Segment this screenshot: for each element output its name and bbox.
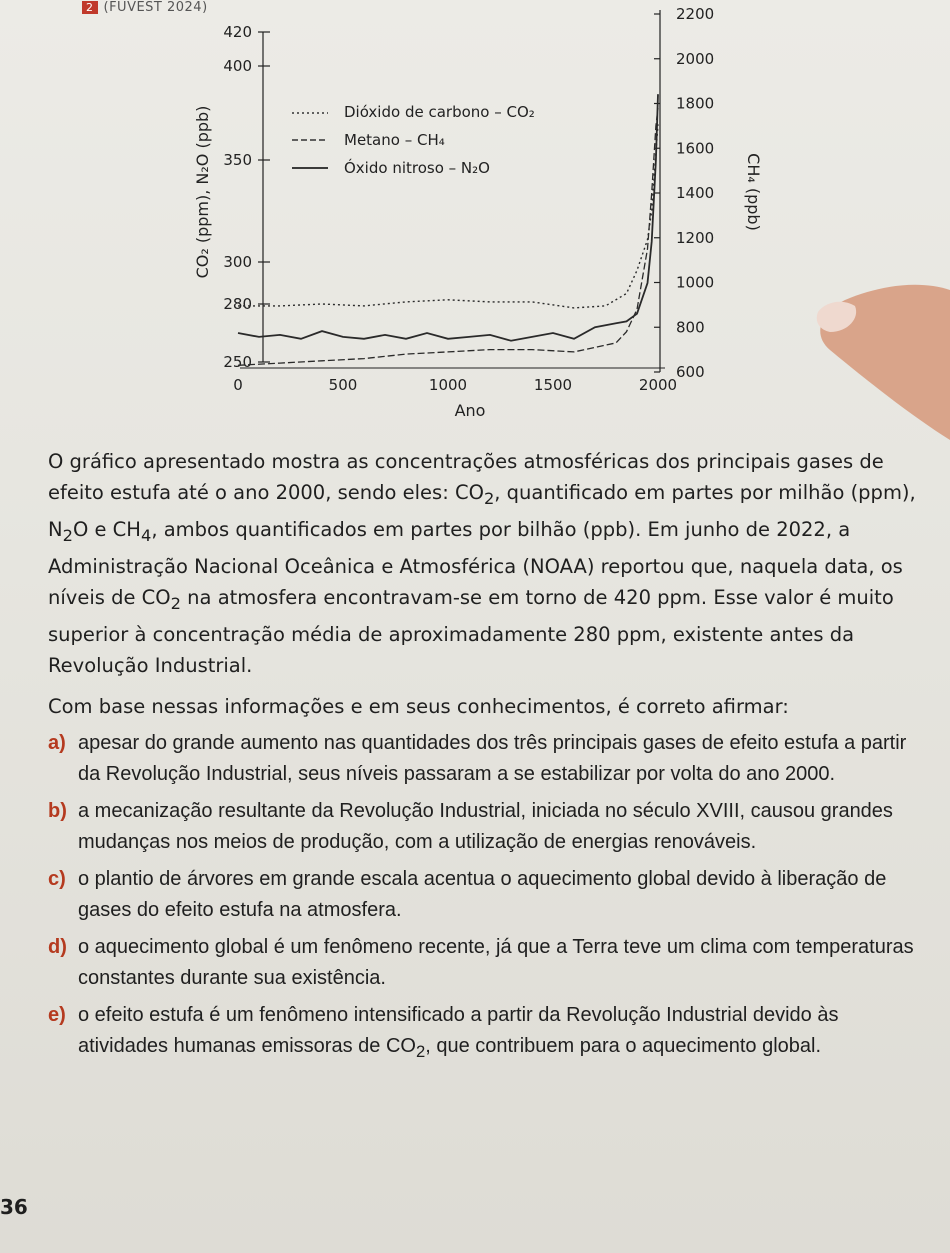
- option-b[interactable]: [48, 796, 928, 858]
- legend-label-ch4: Metano – CH₄: [344, 131, 445, 149]
- right-tick-label: 1400: [676, 184, 715, 202]
- option-text: a mecanização resultante da Revolução Industrial, iniciada no século XVIII, causou grandes mudanças nos meios de produção, com a utilização de energias renováveis.: [78, 799, 893, 853]
- option-letter: d): [48, 935, 67, 958]
- x-tick-label: 2000: [638, 376, 678, 394]
- intro-paragraph: O gráfico apresentado mostra as concentrações atmosféricas dos principais gases de efeito estufa até o ano 2000, sendo eles: $CO_2$, quantificado em partes por milhão (ppm), $N_2O$ e $CH_4$, ambos quantificados em partes por bilhão (ppb). Em junho de 2022, a Administração Nacional Oceânica e Atmosférica (NOAA) reportou que, naquela data, os níveis de $CO_2$ na atmosfera encontravam-se em torno de 420 ppm. Esse valor é muito superior à concentração média de aproximadamente 280 ppm, existente antes da Revolução Industrial.: [48, 450, 916, 677]
- left-tick-label: 250: [223, 353, 252, 371]
- option-letter: a): [48, 731, 66, 754]
- option-c[interactable]: [48, 864, 928, 926]
- x-tick-label: 0: [233, 376, 243, 394]
- right-tick-label: 1200: [676, 228, 715, 247]
- x-tick-label: 500: [328, 376, 358, 394]
- question-source: (FUVEST 2024): [103, 0, 208, 15]
- page-number: 36: [0, 1195, 28, 1219]
- left-tick-label: 350: [223, 151, 252, 169]
- option-text: o plantio de árvores em grande escala acentua o aquecimento global devido à liberação de gases do efeito estufa na atmosfera.: [78, 867, 887, 921]
- right-axis-label: CH₄ (ppb): [744, 153, 763, 231]
- series-line-n2o: [238, 94, 658, 341]
- option-d[interactable]: [48, 932, 928, 994]
- option-letter: b): [48, 799, 67, 822]
- legend: [292, 103, 535, 177]
- x-tick-label: 1000: [428, 376, 468, 394]
- left-axis-label: CO₂ (ppm), N₂O (ppb): [193, 105, 212, 279]
- question-number: 2: [82, 1, 98, 14]
- series-line-co2: [238, 124, 658, 308]
- right-tick-label: 1000: [676, 273, 715, 292]
- option-a[interactable]: [48, 728, 928, 790]
- right-tick-label: 1600: [676, 139, 715, 158]
- x-axis-label: Ano: [454, 401, 486, 420]
- option-letter: e): [48, 1003, 66, 1026]
- left-tick-label: 400: [223, 57, 252, 75]
- x-tick-label: 1500: [533, 376, 573, 394]
- right-tick-label: 1800: [676, 94, 715, 113]
- right-tick-label: 600: [676, 363, 705, 381]
- right-tick-label: 2000: [676, 49, 715, 68]
- legend-label-co2: Dióxido de carbono – CO₂: [344, 103, 535, 121]
- chart: [180, 0, 763, 430]
- right-tick-label: 2200: [676, 5, 715, 23]
- question-body: [48, 446, 928, 1073]
- question-prompt: Com base nessas informações e em seus conhecimentos, é correto afirmar:: [48, 694, 789, 718]
- option-text: o efeito estufa é um fenômeno intensificado a partir da Revolução Industrial devido às atividades humanas emissoras de $CO_2$, que contribuem para o aquecimento global.: [78, 1003, 839, 1061]
- finger-photo-artifact: [800, 240, 950, 470]
- legend-label-n2o: Óxido nitroso – N₂O: [344, 159, 490, 177]
- option-text: o aquecimento global é um fenômeno recente, já que a Terra teve um clima com temperaturas constantes durante sua existência.: [78, 935, 914, 989]
- left-tick-label: 280: [223, 295, 252, 313]
- right-tick-label: 800: [676, 318, 705, 337]
- left-tick-label: 420: [223, 23, 252, 41]
- option-letter: c): [48, 867, 66, 890]
- left-tick-label: 300: [223, 253, 252, 271]
- option-e[interactable]: [48, 1000, 928, 1067]
- option-text: apesar do grande aumento nas quantidades dos três principais gases de efeito estufa a partir da Revolução Industrial, seus níveis passaram a se estabilizar por volta do ano 2000.: [78, 731, 907, 785]
